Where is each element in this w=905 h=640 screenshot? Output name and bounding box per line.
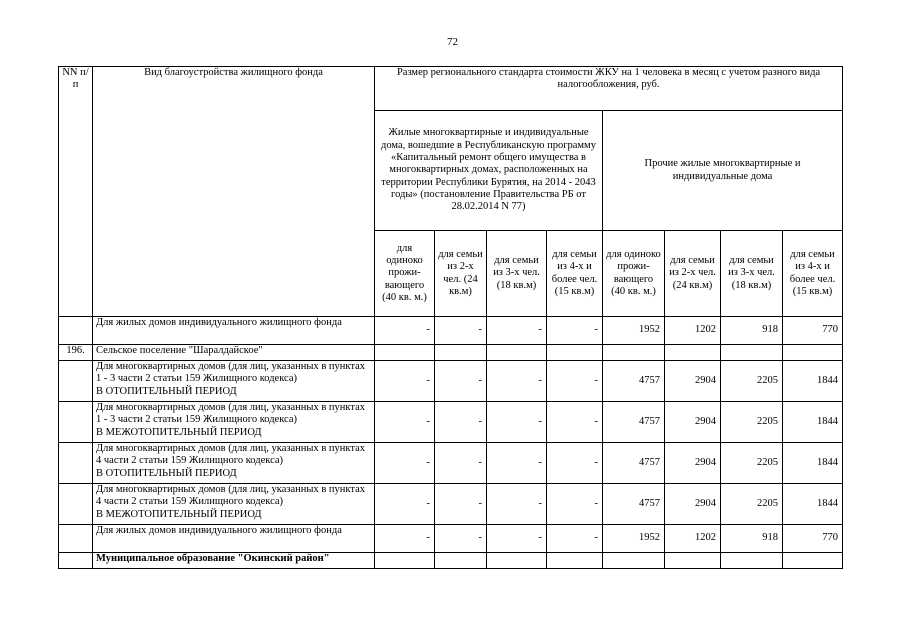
value-cell: - [487,402,547,443]
header-sub-8: для семьи из 4-х и более чел. (15 кв.м) [783,231,843,317]
value-cell: - [375,361,435,402]
value-cell: 918 [721,525,783,553]
value-cell: 4757 [603,484,665,525]
row-description [93,525,375,553]
value-cell: - [435,525,487,553]
value-cell: - [547,525,603,553]
value-cell: - [547,402,603,443]
value-cell: - [435,317,487,345]
header-type: Вид благоустройства жилищного фонда [93,67,375,317]
value-cell: - [435,443,487,484]
row-period: В ОТОПИТЕЛЬНЫЙ ПЕРИОД [96,385,237,397]
table-row [59,443,843,484]
value-cell: - [487,484,547,525]
value-cell: 2205 [721,361,783,402]
row-description [93,402,375,443]
row-number [59,553,93,569]
tariff-table [58,66,843,569]
value-cell [487,553,547,569]
value-cell: - [375,443,435,484]
table-row [59,361,843,402]
value-cell: 770 [783,317,843,345]
value-cell [547,553,603,569]
value-cell: 2904 [665,484,721,525]
row-description [93,345,375,361]
row-description-text: Сельское поселение "Шаралдайское" [96,345,263,356]
value-cell: 4757 [603,361,665,402]
table-row [59,484,843,525]
header-sub-3: для семьи из 3-х чел. (18 кв.м) [487,231,547,317]
header-sub-6: для семьи из 2-х чел. (24 кв.м) [665,231,721,317]
value-cell [547,345,603,361]
value-cell: 1844 [783,484,843,525]
table-row [59,525,843,553]
value-cell: - [375,525,435,553]
value-cell [665,553,721,569]
value-cell: 918 [721,317,783,345]
row-description-text: Для многоквартирных домов (для лиц, указанных в пунктах 1 - 3 части 2 статьи 159 Жилищного кодекса) [96,361,365,385]
row-description-text: Муниципальное образование "Окинский район" [96,553,330,564]
row-description [93,317,375,345]
value-cell: 2904 [665,443,721,484]
value-cell: 4757 [603,443,665,484]
row-description-text: Для жилых домов индивидуального жилищного фонда [96,525,342,536]
value-cell: 1202 [665,317,721,345]
value-cell: - [435,402,487,443]
header-group-program: Жилые многоквартирные и индивидуальные дома, вошедшие в Республиканскую программу «Капитальный ремонт общего имущества в многоквартирных домах, расположенных на территории Республики Бурятия, на 2014 - 2043 годы» (постановление Правительства РБ от 28.02.2014 N 77) [375,111,603,231]
header-sub-2: для семьи из 2-х чел. (24 кв.м) [435,231,487,317]
value-cell: 1952 [603,317,665,345]
row-number [59,443,93,484]
row-description [93,553,375,569]
value-cell: - [487,525,547,553]
value-cell [375,553,435,569]
header-group-other: Прочие жилые многоквартирные и индивидуальные дома [603,111,843,231]
row-period: В ОТОПИТЕЛЬНЫЙ ПЕРИОД [96,467,237,479]
row-period: В МЕЖОТОПИТЕЛЬНЫЙ ПЕРИОД [96,426,262,438]
value-cell [375,345,435,361]
row-description [93,484,375,525]
value-cell: 2205 [721,443,783,484]
value-cell: - [375,484,435,525]
value-cell [603,553,665,569]
value-cell: - [435,484,487,525]
value-cell: 1202 [665,525,721,553]
value-cell: - [547,443,603,484]
row-description-text: Для жилых домов индивидуального жилищного фонда [96,317,342,328]
row-number [59,317,93,345]
value-cell: 1844 [783,402,843,443]
value-cell [783,345,843,361]
value-cell [435,345,487,361]
value-cell: 1844 [783,443,843,484]
row-number [59,402,93,443]
value-cell: - [435,361,487,402]
value-cell: - [487,317,547,345]
value-cell: - [487,361,547,402]
header-sub-5: для одиноко прожи-вающего (40 кв. м.) [603,231,665,317]
value-cell: - [547,484,603,525]
value-cell [435,553,487,569]
value-cell: - [547,361,603,402]
row-number [59,484,93,525]
value-cell: 2904 [665,361,721,402]
row-description [93,443,375,484]
row-description [93,361,375,402]
header-size: Размер регионального стандарта стоимости ЖКУ на 1 человека в месяц с учетом разного вида налогообложения, руб. [375,67,843,111]
row-description-text: Для многоквартирных домов (для лиц, указанных в пунктах 1 - 3 части 2 статьи 159 Жилищного кодекса) [96,402,365,426]
value-cell: - [547,317,603,345]
value-cell [783,553,843,569]
value-cell: 1952 [603,525,665,553]
value-cell [665,345,721,361]
value-cell: - [375,317,435,345]
page-number: 72 [447,36,458,48]
table-row [59,553,843,569]
value-cell: 4757 [603,402,665,443]
header-sub-1: для одиноко прожи-вающего (40 кв. м.) [375,231,435,317]
header-sub-7: для семьи из 3-х чел. (18 кв.м) [721,231,783,317]
row-description-text: Для многоквартирных домов (для лиц, указанных в пунктах 4 части 2 статьи 159 Жилищного кодекса) [96,443,365,467]
row-description-text: Для многоквартирных домов (для лиц, указанных в пунктах 4 части 2 статьи 159 Жилищного кодекса) [96,484,365,508]
row-number [59,361,93,402]
value-cell: 770 [783,525,843,553]
value-cell [721,345,783,361]
table-row [59,317,843,345]
value-cell [603,345,665,361]
value-cell: 2205 [721,402,783,443]
value-cell [487,345,547,361]
value-cell: 2205 [721,484,783,525]
value-cell: 1844 [783,361,843,402]
row-number: 196. [59,345,93,361]
value-cell: 2904 [665,402,721,443]
table-row [59,345,843,361]
value-cell: - [375,402,435,443]
value-cell [721,553,783,569]
header-nn: NN п/п [59,67,93,317]
table-row [59,402,843,443]
row-period: В МЕЖОТОПИТЕЛЬНЫЙ ПЕРИОД [96,508,262,520]
value-cell: - [487,443,547,484]
header-sub-4: для семьи из 4-х и более чел. (15 кв.м) [547,231,603,317]
row-number [59,525,93,553]
